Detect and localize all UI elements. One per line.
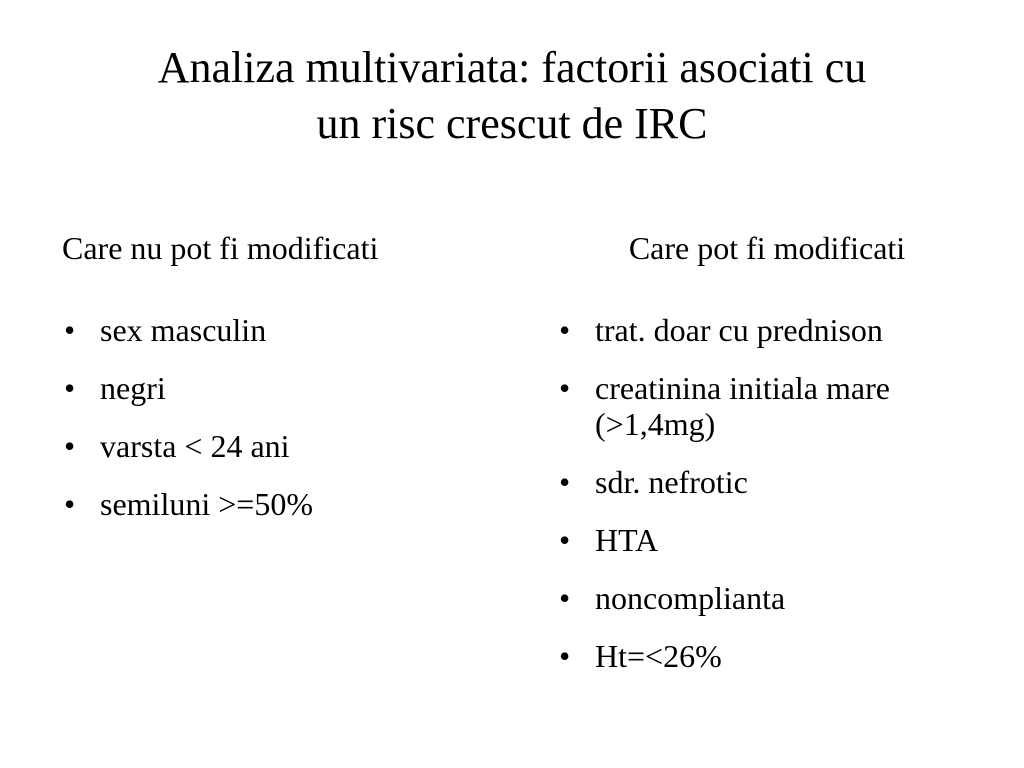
list-item	[557, 312, 977, 348]
list-item-text: sdr. nefrotic	[595, 464, 748, 500]
list-item-text: semiluni >=50%	[100, 486, 313, 522]
bullet-icon: •	[559, 312, 571, 348]
right-bullet-list	[557, 312, 977, 696]
bullet-icon: •	[559, 522, 571, 558]
list-item	[62, 312, 502, 348]
bullet-icon: •	[559, 638, 571, 674]
list-item-text: HTA	[595, 522, 659, 558]
list-item-text: varsta < 24 ani	[100, 428, 290, 464]
bullet-icon: •	[64, 312, 76, 348]
bullet-icon: •	[64, 486, 76, 522]
bullet-icon: •	[64, 428, 76, 464]
list-item-text: trat. doar cu prednison	[595, 312, 883, 348]
list-item	[557, 580, 977, 616]
list-item	[557, 522, 977, 558]
left-bullet-list	[62, 312, 502, 544]
bullet-icon: •	[559, 464, 571, 500]
list-item	[62, 428, 502, 464]
slide-title-line-2: un risc crescut de IRC	[316, 99, 708, 148]
right-column-heading: Care pot fi modificati	[628, 230, 906, 266]
bullet-icon: •	[559, 580, 571, 616]
list-item-text: creatinina initiala mare (>1,4mg)	[595, 370, 890, 442]
list-item	[62, 370, 502, 406]
bullet-icon: •	[559, 370, 571, 406]
list-item-text: Ht=<26%	[595, 638, 722, 674]
list-item	[62, 486, 502, 522]
right-column	[557, 228, 977, 674]
left-column-heading: Care nu pot fi modificati	[62, 230, 379, 266]
left-column	[62, 228, 502, 522]
list-item-text: sex masculin	[100, 312, 267, 348]
list-item-text: negri	[100, 370, 166, 406]
list-item	[557, 464, 977, 500]
list-item	[557, 370, 977, 442]
list-item-text: noncomplianta	[595, 580, 786, 616]
list-item	[557, 638, 977, 674]
slide-title	[60, 40, 964, 152]
slide-title-line-1: Analiza multivariata: factorii asociati cu	[157, 43, 867, 92]
bullet-icon: •	[64, 370, 76, 406]
